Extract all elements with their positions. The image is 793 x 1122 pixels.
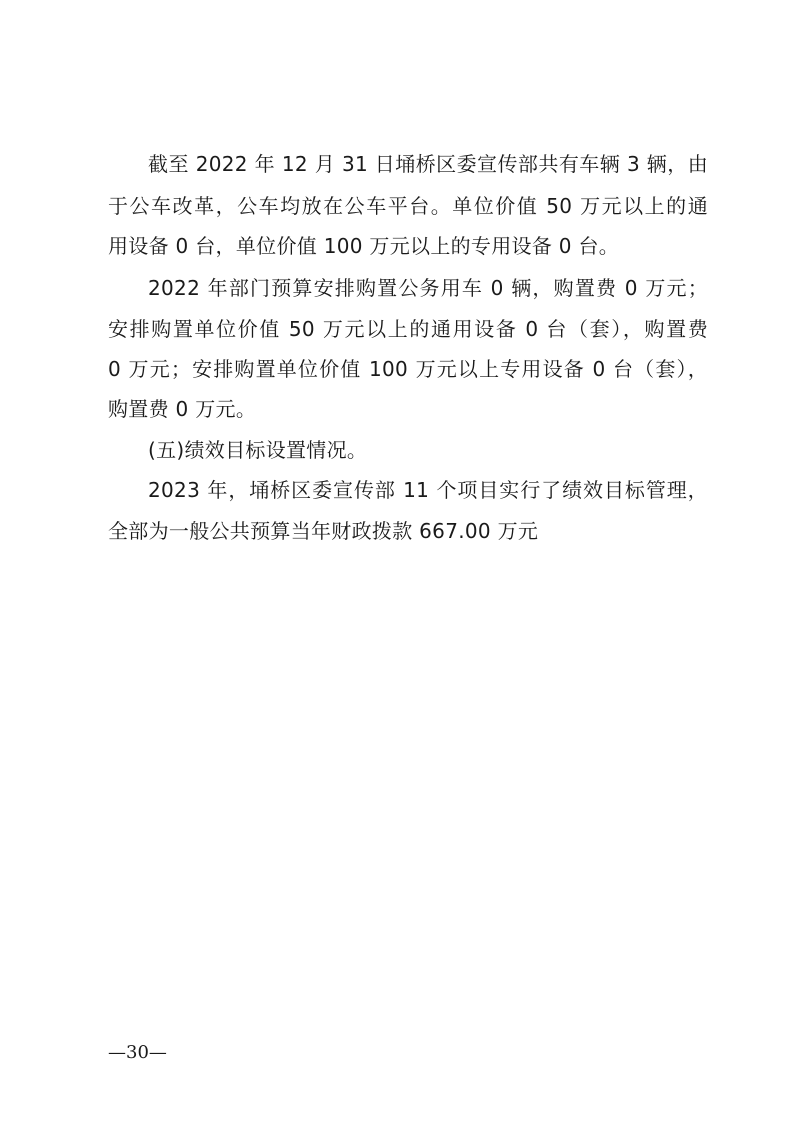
paragraph-2-line-4: 购置费 0 万元。 [108, 397, 257, 421]
section-heading: (五)绩效目标设置情况。 [148, 438, 368, 462]
paragraph-1-line-1: 截至 2022 年 12 月 31 日埇桥区委宣传部共有车辆 3 辆，由 [148, 152, 708, 176]
paragraph-1-line-3: 用设备 0 台，单位价值 100 万元以上的专用设备 0 台。 [108, 234, 620, 258]
paragraph-2-line-3: 0 万元；安排购置单位价值 100 万元以上专用设备 0 台（套）， [108, 357, 708, 381]
paragraph-4-line-1: 2023 年，埇桥区委宣传部 11 个项目实行了绩效目标管理， [148, 478, 708, 502]
page-number: —30— [108, 1042, 167, 1063]
paragraph-4-line-2: 全部为一般公共预算当年财政拨款 667.00 万元 [108, 519, 539, 543]
paragraph-2-line-1: 2022 年部门预算安排购置公务用车 0 辆，购置费 0 万元； [148, 276, 708, 300]
paragraph-1-line-2: 于公车改革，公车均放在公车平台。单位价值 50 万元以上的通 [108, 194, 708, 218]
paragraph-2-line-2: 安排购置单位价值 50 万元以上的通用设备 0 台（套），购置费 [108, 317, 708, 341]
